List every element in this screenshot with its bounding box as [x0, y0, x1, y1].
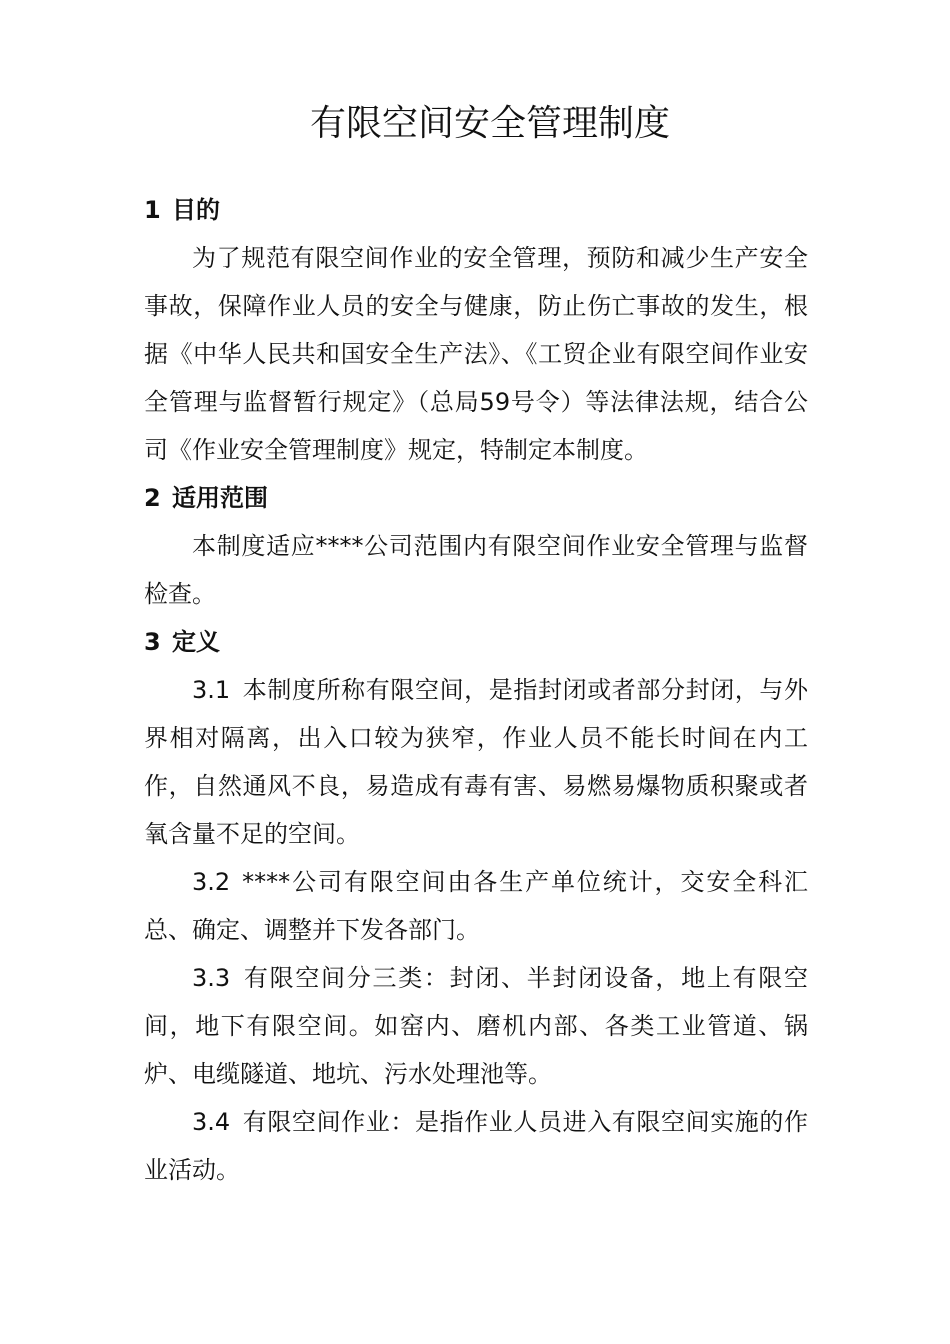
section-number: 1 — [144, 196, 161, 224]
definition-item — [144, 954, 808, 1098]
definition-item — [144, 666, 808, 858]
section-number: 2 — [144, 484, 161, 512]
section-heading-purpose — [144, 186, 808, 234]
definition-number: 3.1 — [192, 676, 231, 704]
document-body — [144, 186, 808, 1194]
definition-text: 本制度所称有限空间，是指封闭或者部分封闭，与外界相对隔离，出入口较为狭窄，作业人员不能长时间在内工作，自然通风不良，易造成有毒有害、易燃易爆物质积聚或者氧含量不足的空间。 — [144, 676, 808, 848]
section-title: 适用范围 — [172, 484, 268, 512]
definition-text: ****公司有限空间由各生产单位统计，交安全科汇总、确定、调整并下发各部门。 — [144, 868, 808, 944]
definition-number: 3.4 — [192, 1108, 231, 1136]
section-title: 定义 — [172, 628, 220, 656]
section-heading-definitions — [144, 618, 808, 666]
definition-number: 3.3 — [192, 964, 231, 992]
definition-text: 有限空间分三类：封闭、半封闭设备，地上有限空间，地下有限空间。如窑内、磨机内部、各类工业管道、锅炉、电缆隧道、地坑、污水处理池等。 — [144, 964, 808, 1088]
section-paragraph: 为了规范有限空间作业的安全管理，预防和减少生产安全事故，保障作业人员的安全与健康，防止伤亡事故的发生，根据《中华人民共和国安全生产法》、《工贸企业有限空间作业安全管理与监督暂行规定》（总局59号令）等法律法规，结合公司《作业安全管理制度》规定，特制定本制度。 — [144, 244, 808, 464]
definition-text: 有限空间作业：是指作业人员进入有限空间实施的作业活动。 — [144, 1108, 808, 1184]
section-title: 目的 — [172, 196, 220, 224]
definition-item — [144, 858, 808, 954]
section-number: 3 — [144, 628, 161, 656]
section-paragraph: 本制度适应****公司范围内有限空间作业安全管理与监督检查。 — [144, 532, 808, 608]
document-title: 有限空间安全管理制度 — [309, 103, 670, 144]
section-heading-scope — [144, 474, 808, 522]
definition-number: 3.2 — [192, 868, 231, 896]
definition-item — [144, 1098, 808, 1194]
